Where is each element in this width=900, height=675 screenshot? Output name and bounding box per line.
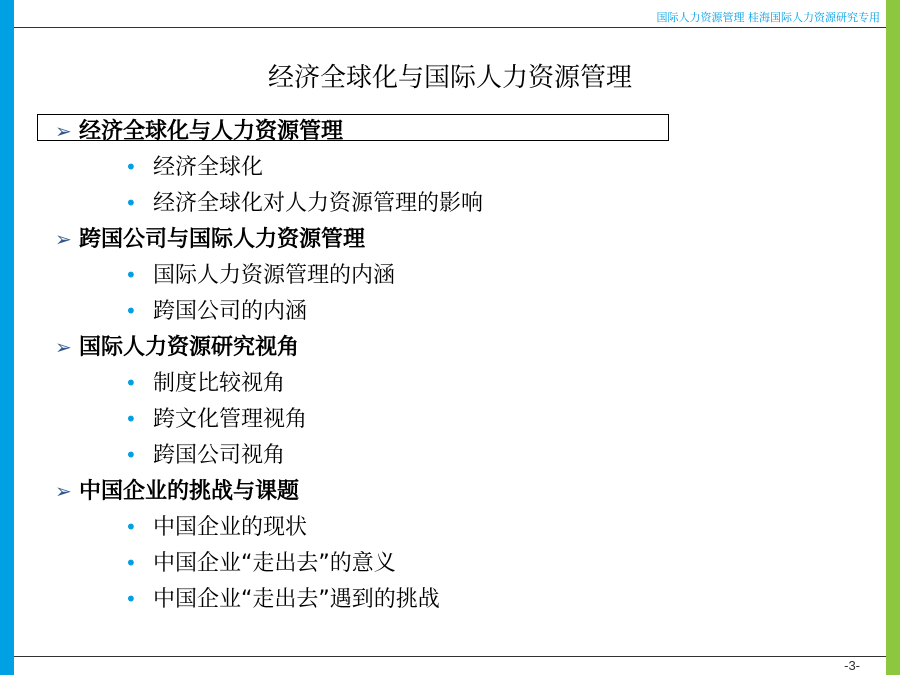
dot-bullet-icon: • (125, 587, 137, 611)
item-label: 跨国公司视角 (153, 443, 286, 468)
dot-bullet-icon: • (125, 443, 137, 467)
outline-item (125, 440, 285, 470)
page-number: -3- (844, 658, 860, 673)
dot-bullet-icon: • (125, 515, 137, 539)
section-label: 国际人力资源研究视角 (79, 335, 300, 360)
dot-bullet-icon: • (125, 407, 137, 431)
outline-section (55, 332, 299, 362)
chevron-arrow-icon: ➢ (55, 119, 72, 143)
header-text: 国际人力资源管理 桂海国际人力资源研究专用 (656, 11, 880, 24)
dot-bullet-icon: • (125, 371, 137, 395)
slide-title: 经济全球化与国际人力资源管理 (267, 63, 632, 93)
item-label: 经济全球化 (153, 155, 264, 180)
chevron-arrow-icon: ➢ (55, 479, 72, 503)
outline-item (125, 584, 440, 614)
section-label: 跨国公司与国际人力资源管理 (79, 227, 366, 252)
outline-item (125, 512, 307, 542)
outline-item (125, 548, 396, 578)
item-label: 制度比较视角 (153, 371, 286, 396)
outline-section (55, 116, 343, 146)
outline-item (125, 404, 307, 434)
item-label: 国际人力资源管理的内涵 (153, 263, 396, 288)
item-label: 跨文化管理视角 (153, 407, 308, 432)
dot-bullet-icon: • (125, 263, 137, 287)
outline-section (55, 224, 365, 254)
outline-item (125, 188, 483, 218)
dot-bullet-icon: • (125, 155, 137, 179)
dot-bullet-icon: • (125, 299, 137, 323)
item-label: 跨国公司的内涵 (153, 299, 308, 324)
chevron-arrow-icon: ➢ (55, 227, 72, 251)
item-label: 中国企业“走出去”的意义 (153, 551, 396, 576)
section-label: 中国企业的挑战与课题 (79, 479, 300, 504)
item-label: 中国企业的现状 (153, 515, 308, 540)
item-label: 经济全球化对人力资源管理的影响 (153, 191, 484, 216)
outline-item (125, 368, 285, 398)
chevron-arrow-icon: ➢ (55, 335, 72, 359)
section-label: 经济全球化与人力资源管理 (79, 119, 344, 144)
outline-item (125, 260, 395, 290)
item-label: 中国企业“走出去”遇到的挑战 (153, 587, 440, 612)
dot-bullet-icon: • (125, 551, 137, 575)
outline-section (55, 476, 299, 506)
dot-bullet-icon: • (125, 191, 137, 215)
outline-item (125, 296, 307, 326)
footer-divider (14, 656, 886, 657)
outline-item (125, 152, 263, 182)
